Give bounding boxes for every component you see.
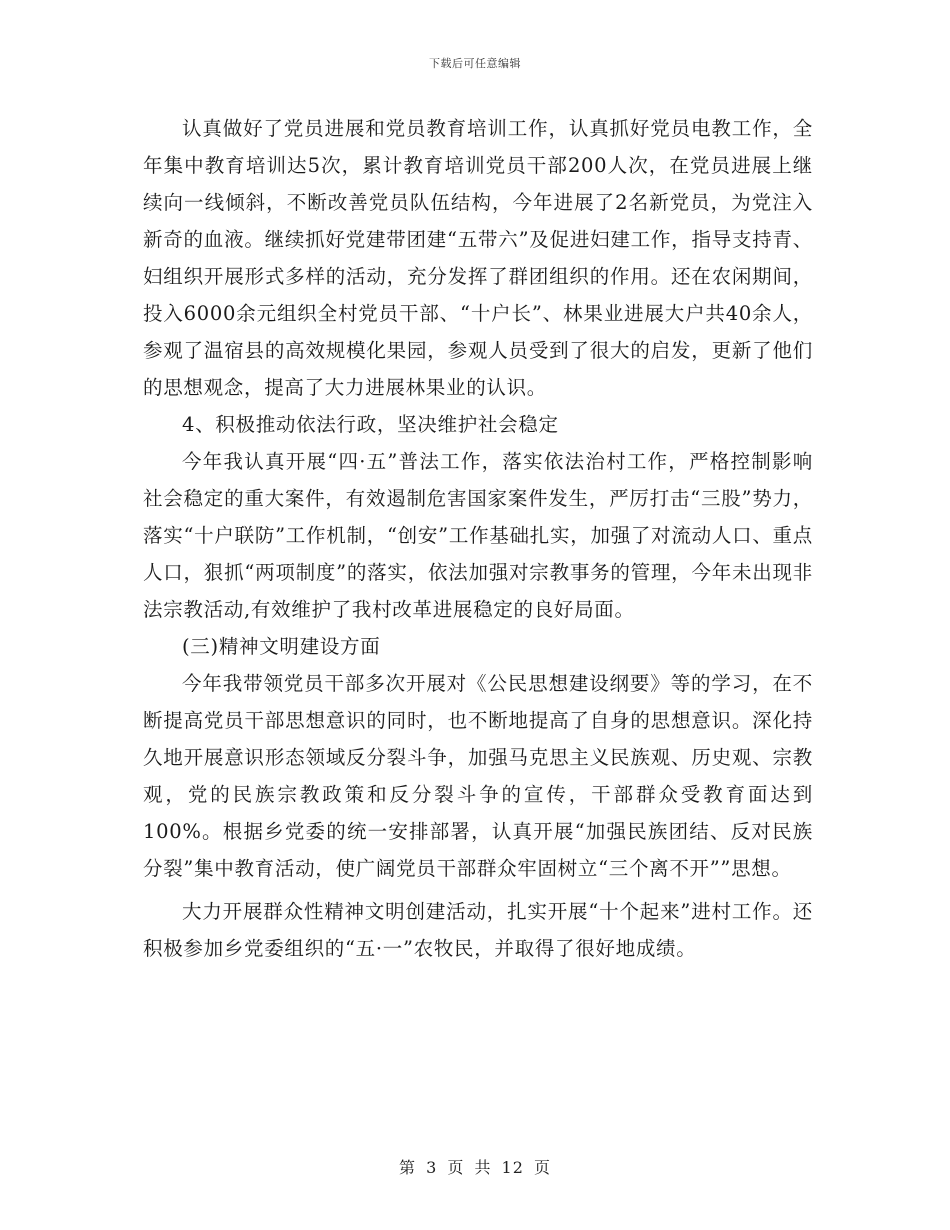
paragraph-party-education: 认真做好了党员进展和党员教育培训工作，认真抓好党员电教工作，全年集中教育培训达5次，累计教育培训党员干部200人次，在党员进展上继续向一线倾斜，不断改善党员队伍结构，今年进展了2名新党员，为党注入新奇的血液。继续抓好党建带团建“五带六”及促进妇建工作，指导支持青、妇组织开展形式多样的活动，充分发挥了群团组织的作用。还在农闲期间，投入6000余元组织全村党员干部、“十户长”、林果业进展大户共40余人，参观了温宿县的高效规模化果园，参观人员受到了很大的启发，更新了他们的思想观念，提高了大力进展林果业的认识。 <box>143 117 813 399</box>
page-header-note: 下载后可任意编辑 <box>429 57 521 70</box>
page-number: 第 3 页 共 12 页 <box>399 1158 551 1177</box>
section-heading-spiritual-civilization: (三)精神文明建设方面 <box>182 635 381 658</box>
paragraph-ideology-study: 今年我带领党员干部多次开展对《公民思想建设纲要》等的学习，在不断提高党员干部思想意识的同时，也不断地提高了自身的思想意识。深化持久地开展意识形态领域反分裂斗争，加强马克思主义民族观、历史观、宗教观，党的民族宗教政策和反分裂斗争的宣传，干部群众受教育面达到100%。根据乡党委的统一安排部署，认真开展“加强民族团结、反对民族分裂”集中教育活动，使广阔党员干部群众牢固树立“三个离不开””思想。 <box>143 672 813 880</box>
document-body <box>143 110 813 967</box>
section-heading-rule-of-law: 4、积极推动依法行政，坚决维护社会稳定 <box>182 413 559 436</box>
paragraph-rule-of-law: 今年我认真开展“四·五”普法工作，落实依法治村工作，严格控制影响社会稳定的重大案件，有效遏制危害国家案件发生，严厉打击“三股”势力，落实“十户联防”工作机制，“创安”工作基础扎实，加强了对流动人口、重点人口，狠抓“两项制度”的落实，依法加强对宗教事务的管理，今年未出现非法宗教活动,有效维护了我村改革进展稳定的良好局面。 <box>143 450 813 621</box>
paragraph-civilization-activities: 大力开展群众性精神文明创建活动，扎实开展“十个起来”进村工作。还积极参加乡党委组织的“五·一”农牧民，并取得了很好地成绩。 <box>143 900 813 960</box>
